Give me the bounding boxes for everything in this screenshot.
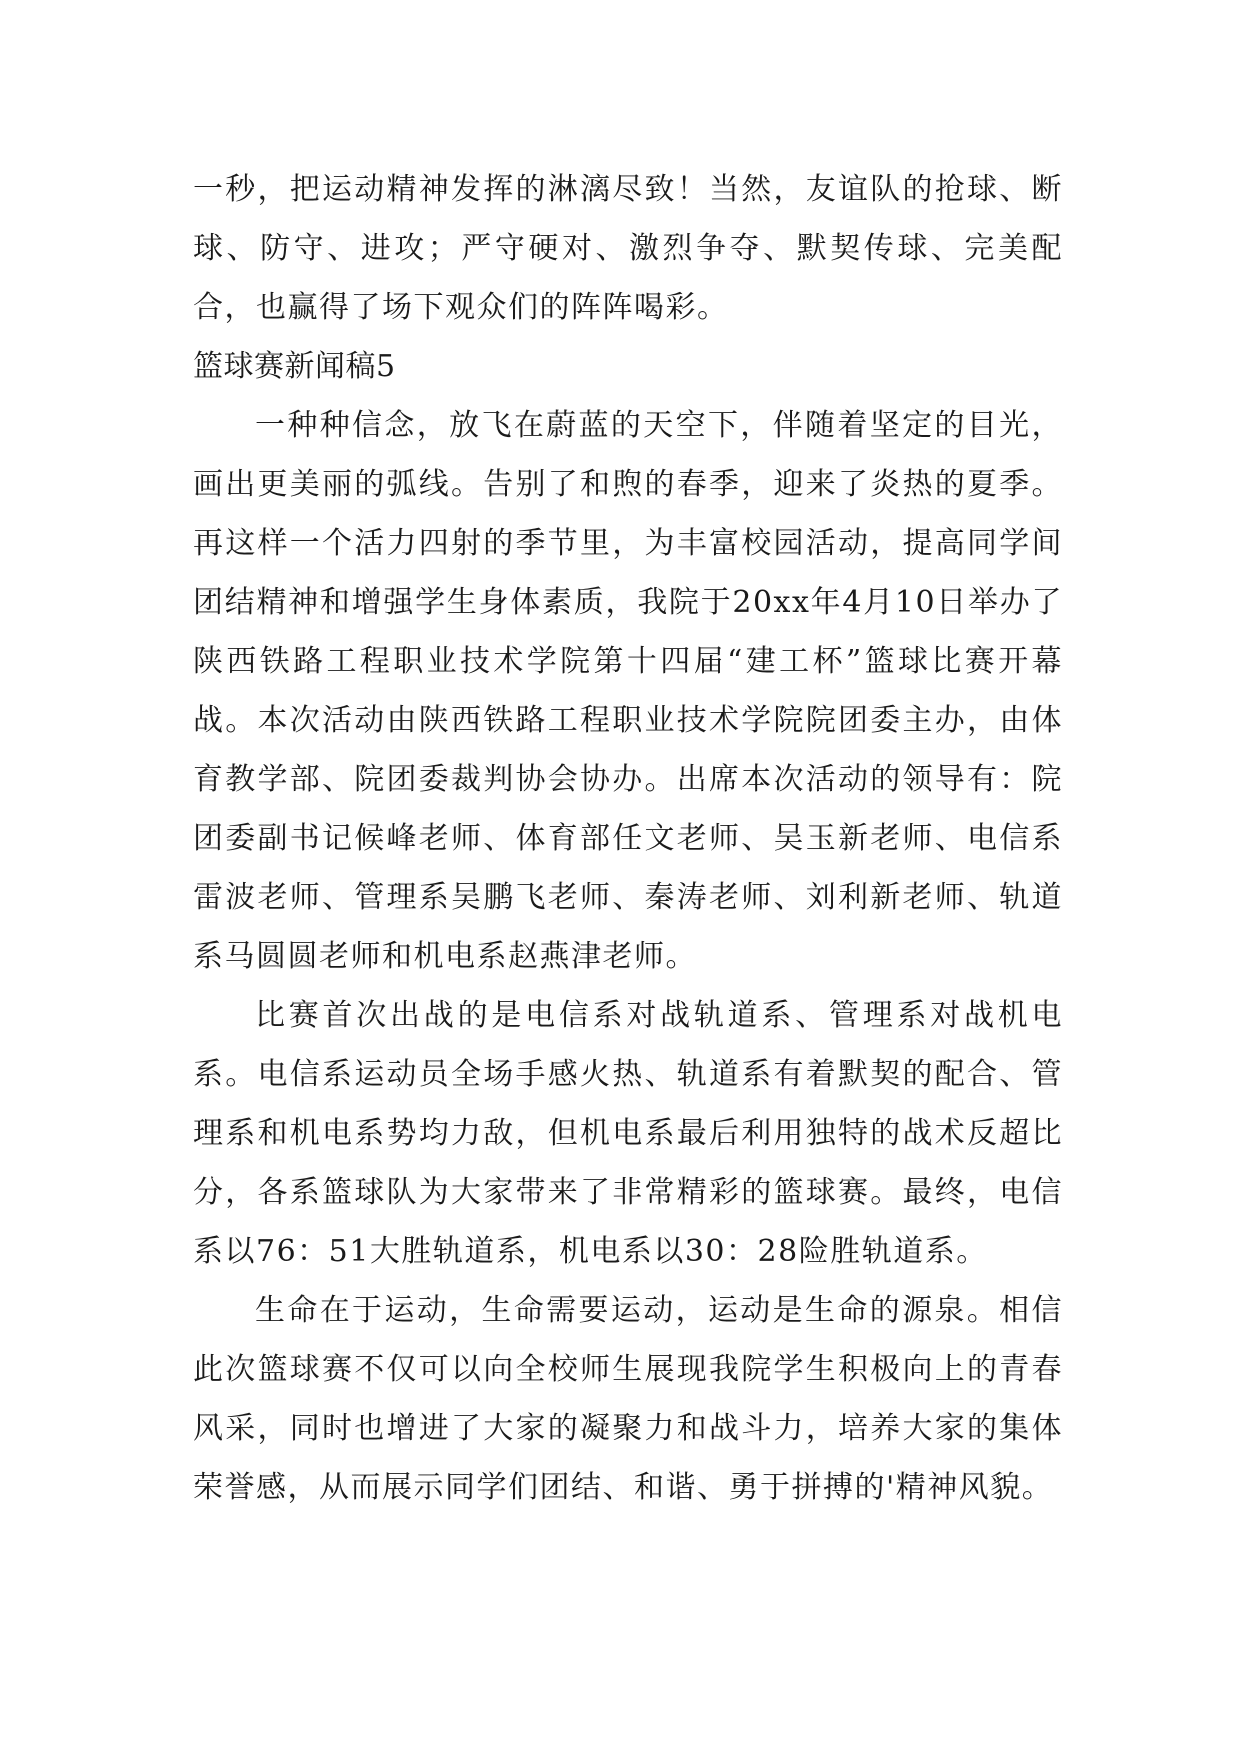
paragraph-match-results: 比赛首次出战的是电信系对战轨道系、管理系对战机电系。电信系运动员全场手感火热、轨道系有着默契的配合、管理系和机电系势均力敌，但机电系最后利用独特的战术反超比分，各系篮球队为大家带来了非常精彩的篮球赛。最终，电信系以76：51大胜轨道系，机电系以30：28险胜轨道系。 [193, 998, 1063, 1269]
paragraph-continuation: 一秒，把运动精神发挥的淋漓尽致！当然，友谊队的抢球、断球、防守、进攻；严守硬对、激烈争夺、默契传球、完美配合，也赢得了场下观众们的阵阵喝彩。 [193, 172, 1063, 325]
paragraph-opening-event: 一种种信念，放飞在蔚蓝的天空下，伴随着坚定的目光，画出更美丽的弧线。告别了和煦的春季，迎来了炎热的夏季。再这样一个活力四射的季节里，为丰富校园活动，提高同学间团结精神和增强学生身体素质，我院于20xx年4月10日举办了陕西铁路工程职业技术学院第十四届“建工杯”篮球比赛开幕战。本次活动由陕西铁路工程职业技术学院院团委主办，由体育教学部、院团委裁判协会协办。出席本次活动的领导有：院团委副书记候峰老师、体育部任文老师、吴玉新老师、电信系雷波老师、管理系吴鹏飞老师、秦涛老师、刘利新老师、轨道系马圆圆老师和机电系赵燕津老师。 [193, 408, 1063, 974]
section-heading: 篮球赛新闻稿5 [193, 349, 396, 384]
document-body [193, 160, 1063, 1517]
paragraph-conclusion: 生命在于运动，生命需要运动，运动是生命的源泉。相信此次篮球赛不仅可以向全校师生展现我院学生积极向上的青春风采，同时也增进了大家的凝聚力和战斗力，培养大家的集体荣誉感，从而展示同学们团结、和谐、勇于拼搏的'精神风貌。 [193, 1293, 1063, 1505]
